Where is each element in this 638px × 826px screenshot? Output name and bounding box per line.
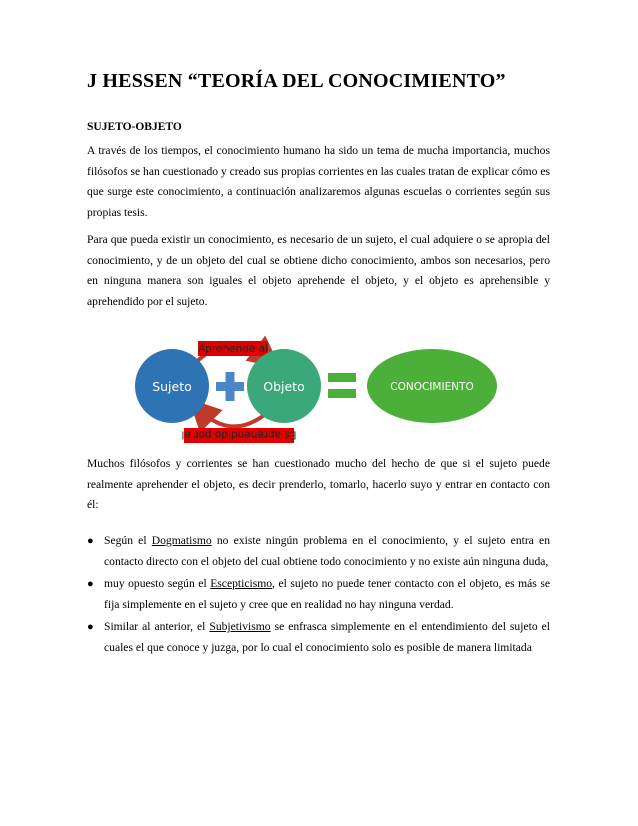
plus-icon xyxy=(216,372,244,401)
section-heading: SUJETO-OBJETO xyxy=(87,121,182,133)
intro-paragraph: A través de los tiempos, el conocimiento humano ha sido un tema de mucha importancia, muchos filósofos se han cuestionado y creado sus propias corrientes en las cuales tratan de explicar cómo es que surge este conocimiento, a continuación analizaremos algunas escuelas o corrientes según sus propias tesis. xyxy=(87,144,550,219)
document-title: J HESSEN “TEORÍA DEL CONOCIMIENTO” xyxy=(87,70,506,92)
bullet-icon: ● xyxy=(87,621,94,633)
result-label: CONOCIMIENTO xyxy=(390,381,474,393)
subject-label: Sujeto xyxy=(152,379,192,394)
bullet-icon: ● xyxy=(87,535,94,547)
bullet-icon: ● xyxy=(87,578,94,590)
knowledge-diagram xyxy=(87,0,551,826)
bottom-arrow-label: Es aprehendido por el xyxy=(181,428,297,441)
schools-list xyxy=(87,531,550,660)
list-item: ● Similar al anterior, el Subjetivismo se enfrasca simplemente en el entendimiento del sujeto el cuales el que conoce y juzga, por lo cual el conocimiento solo es posible de manera limitada xyxy=(87,617,550,658)
subject-object-paragraph: Para que pueda existir un conocimiento, es necesario de un sujeto, el cual adquiere o se apropia del conocimiento, y de un objeto del cual se obtiene dicho conocimiento, ambos son necesarios, pero en ninguna manera son iguales el objeto aprehende el objeto, y el objeto es aprehensible y aprehendido por el sujeto. xyxy=(87,233,550,308)
top-arrow-label: Aprehende al xyxy=(198,343,268,355)
term-escepticismo: Escepticismo xyxy=(210,577,273,590)
bottom-arrow xyxy=(200,410,268,427)
object-label: Objeto xyxy=(263,379,305,394)
question-paragraph: Muchos filósofos y corrientes se han cuestionado mucho del hecho de que si el sujeto puede realmente aprehender el objeto, es decir prenderlo, tomarlo, hacerlo suyo y entrar en contacto con él: xyxy=(87,457,550,511)
term-dogmatismo: Dogmatismo xyxy=(151,534,212,547)
list-item: ● muy opuesto según el Escepticismo, el sujeto no puede tener contacto con el objeto, es más se fija simplemente en el sujeto y cree que en realidad no hay ninguna verdad. xyxy=(87,574,550,615)
equals-icon xyxy=(328,373,356,398)
list-item: ● Según el Dogmatismo no existe ningún problema en el conocimiento, y el sujeto entra en contacto directo con el objeto del cual obtiene todo conocimiento y no existe aún ninguna duda, xyxy=(87,531,550,572)
term-subjetivismo: Subjetivismo xyxy=(209,620,271,633)
